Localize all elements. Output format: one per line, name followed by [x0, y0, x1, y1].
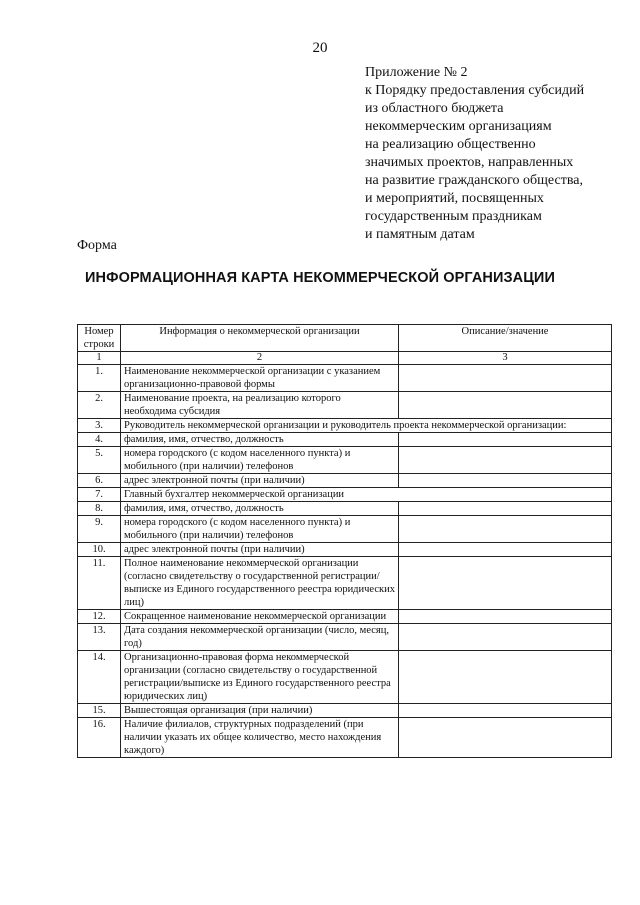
row-number: 16. [78, 718, 121, 758]
row-number: 3. [78, 419, 121, 433]
table-row [78, 543, 612, 557]
table-row [78, 433, 612, 447]
table-row [78, 392, 612, 419]
row-information: номера городского (с кодом населенного пункта) и мобильного (при наличии) телефонов [121, 516, 399, 543]
row-number: 7. [78, 488, 121, 502]
row-value-field[interactable] [399, 543, 612, 557]
row-information: адрес электронной почты (при наличии) [121, 474, 399, 488]
info-card-table [77, 324, 612, 758]
row-number: 6. [78, 474, 121, 488]
table-row [78, 610, 612, 624]
row-number: 10. [78, 543, 121, 557]
form-label: Форма [77, 238, 117, 253]
appendix-line: и памятным датам [365, 227, 475, 242]
appendix-line: на развитие гражданского общества, [365, 173, 583, 188]
row-value-field[interactable] [399, 516, 612, 543]
appendix-line: и мероприятий, посвященных [365, 191, 544, 206]
row-number: 9. [78, 516, 121, 543]
table-row [78, 365, 612, 392]
row-value-field[interactable] [399, 447, 612, 474]
row-information: Главный бухгалтер некоммерческой организации [121, 488, 612, 502]
row-information: Руководитель некоммерческой организации и руководитель проекта некоммерческой организации: [121, 419, 612, 433]
table-row [78, 704, 612, 718]
table-row [78, 516, 612, 543]
row-information: Полное наименование некоммерческой организации (согласно свидетельству о государственной регистрации/выписке из Единого государственного реестра юридических лиц) [121, 557, 399, 610]
page-number: 20 [312, 40, 328, 56]
table-row [78, 474, 612, 488]
row-value-field[interactable] [399, 651, 612, 704]
row-value-field[interactable] [399, 392, 612, 419]
row-value-field[interactable] [399, 718, 612, 758]
row-number: 5. [78, 447, 121, 474]
table-row [78, 488, 612, 502]
table-row [78, 651, 612, 704]
table-header-row [78, 325, 612, 352]
header-description: Описание/значение [399, 325, 612, 352]
appendix-line: к Порядку предоставления субсидий [365, 83, 585, 98]
row-value-field[interactable] [399, 610, 612, 624]
column-index-row [78, 352, 612, 365]
row-value-field[interactable] [399, 502, 612, 516]
column-index: 3 [399, 352, 612, 365]
row-information: Наименование проекта, на реализацию которого необходима субсидия [121, 392, 399, 419]
row-information: Дата создания некоммерческой организации (число, месяц, год) [121, 624, 399, 651]
table-row [78, 557, 612, 610]
row-number: 13. [78, 624, 121, 651]
table-row [78, 419, 612, 433]
row-information: номера городского (с кодом населенного пункта) и мобильного (при наличии) телефонов [121, 447, 399, 474]
row-number: 4. [78, 433, 121, 447]
row-value-field[interactable] [399, 624, 612, 651]
appendix-line: государственным праздникам [365, 209, 542, 224]
row-number: 14. [78, 651, 121, 704]
row-information: Вышестоящая организация (при наличии) [121, 704, 399, 718]
row-value-field[interactable] [399, 704, 612, 718]
row-information: адрес электронной почты (при наличии) [121, 543, 399, 557]
column-index: 1 [78, 352, 121, 365]
table-row [78, 502, 612, 516]
row-value-field[interactable] [399, 474, 612, 488]
row-value-field[interactable] [399, 433, 612, 447]
row-value-field[interactable] [399, 365, 612, 392]
appendix-line: некоммерческим организациям [365, 119, 552, 134]
row-information: Наличие филиалов, структурных подразделений (при наличии указать их общее количество, место нахождения каждого) [121, 718, 399, 758]
row-information: фамилия, имя, отчество, должность [121, 502, 399, 516]
table-row [78, 447, 612, 474]
appendix-line: значимых проектов, направленных [365, 155, 574, 170]
row-number: 15. [78, 704, 121, 718]
row-information: Наименование некоммерческой организации с указанием организационно-правовой формы [121, 365, 399, 392]
header-information: Информация о некоммерческой организации [121, 325, 399, 352]
row-number: 1. [78, 365, 121, 392]
row-information: Сокращенное наименование некоммерческой организации [121, 610, 399, 624]
appendix-line: из областного бюджета [365, 101, 504, 116]
row-information: фамилия, имя, отчество, должность [121, 433, 399, 447]
appendix-line: на реализацию общественно [365, 137, 536, 152]
row-number: 2. [78, 392, 121, 419]
document-title: ИНФОРМАЦИОННАЯ КАРТА НЕКОММЕРЧЕСКОЙ ОРГАНИЗАЦИИ [85, 270, 555, 286]
row-number: 12. [78, 610, 121, 624]
appendix-line: Приложение № 2 [365, 65, 468, 80]
row-number: 8. [78, 502, 121, 516]
table-row [78, 718, 612, 758]
row-number: 11. [78, 557, 121, 610]
appendix-block [365, 64, 625, 244]
header-row-number: Номер строки [78, 325, 121, 352]
table-row [78, 624, 612, 651]
row-information: Организационно-правовая форма некоммерческой организации (согласно свидетельству о государственной регистрации/выписке из Единого государственного реестра юридических лиц) [121, 651, 399, 704]
column-index: 2 [121, 352, 399, 365]
row-value-field[interactable] [399, 557, 612, 610]
table-body [78, 365, 612, 758]
